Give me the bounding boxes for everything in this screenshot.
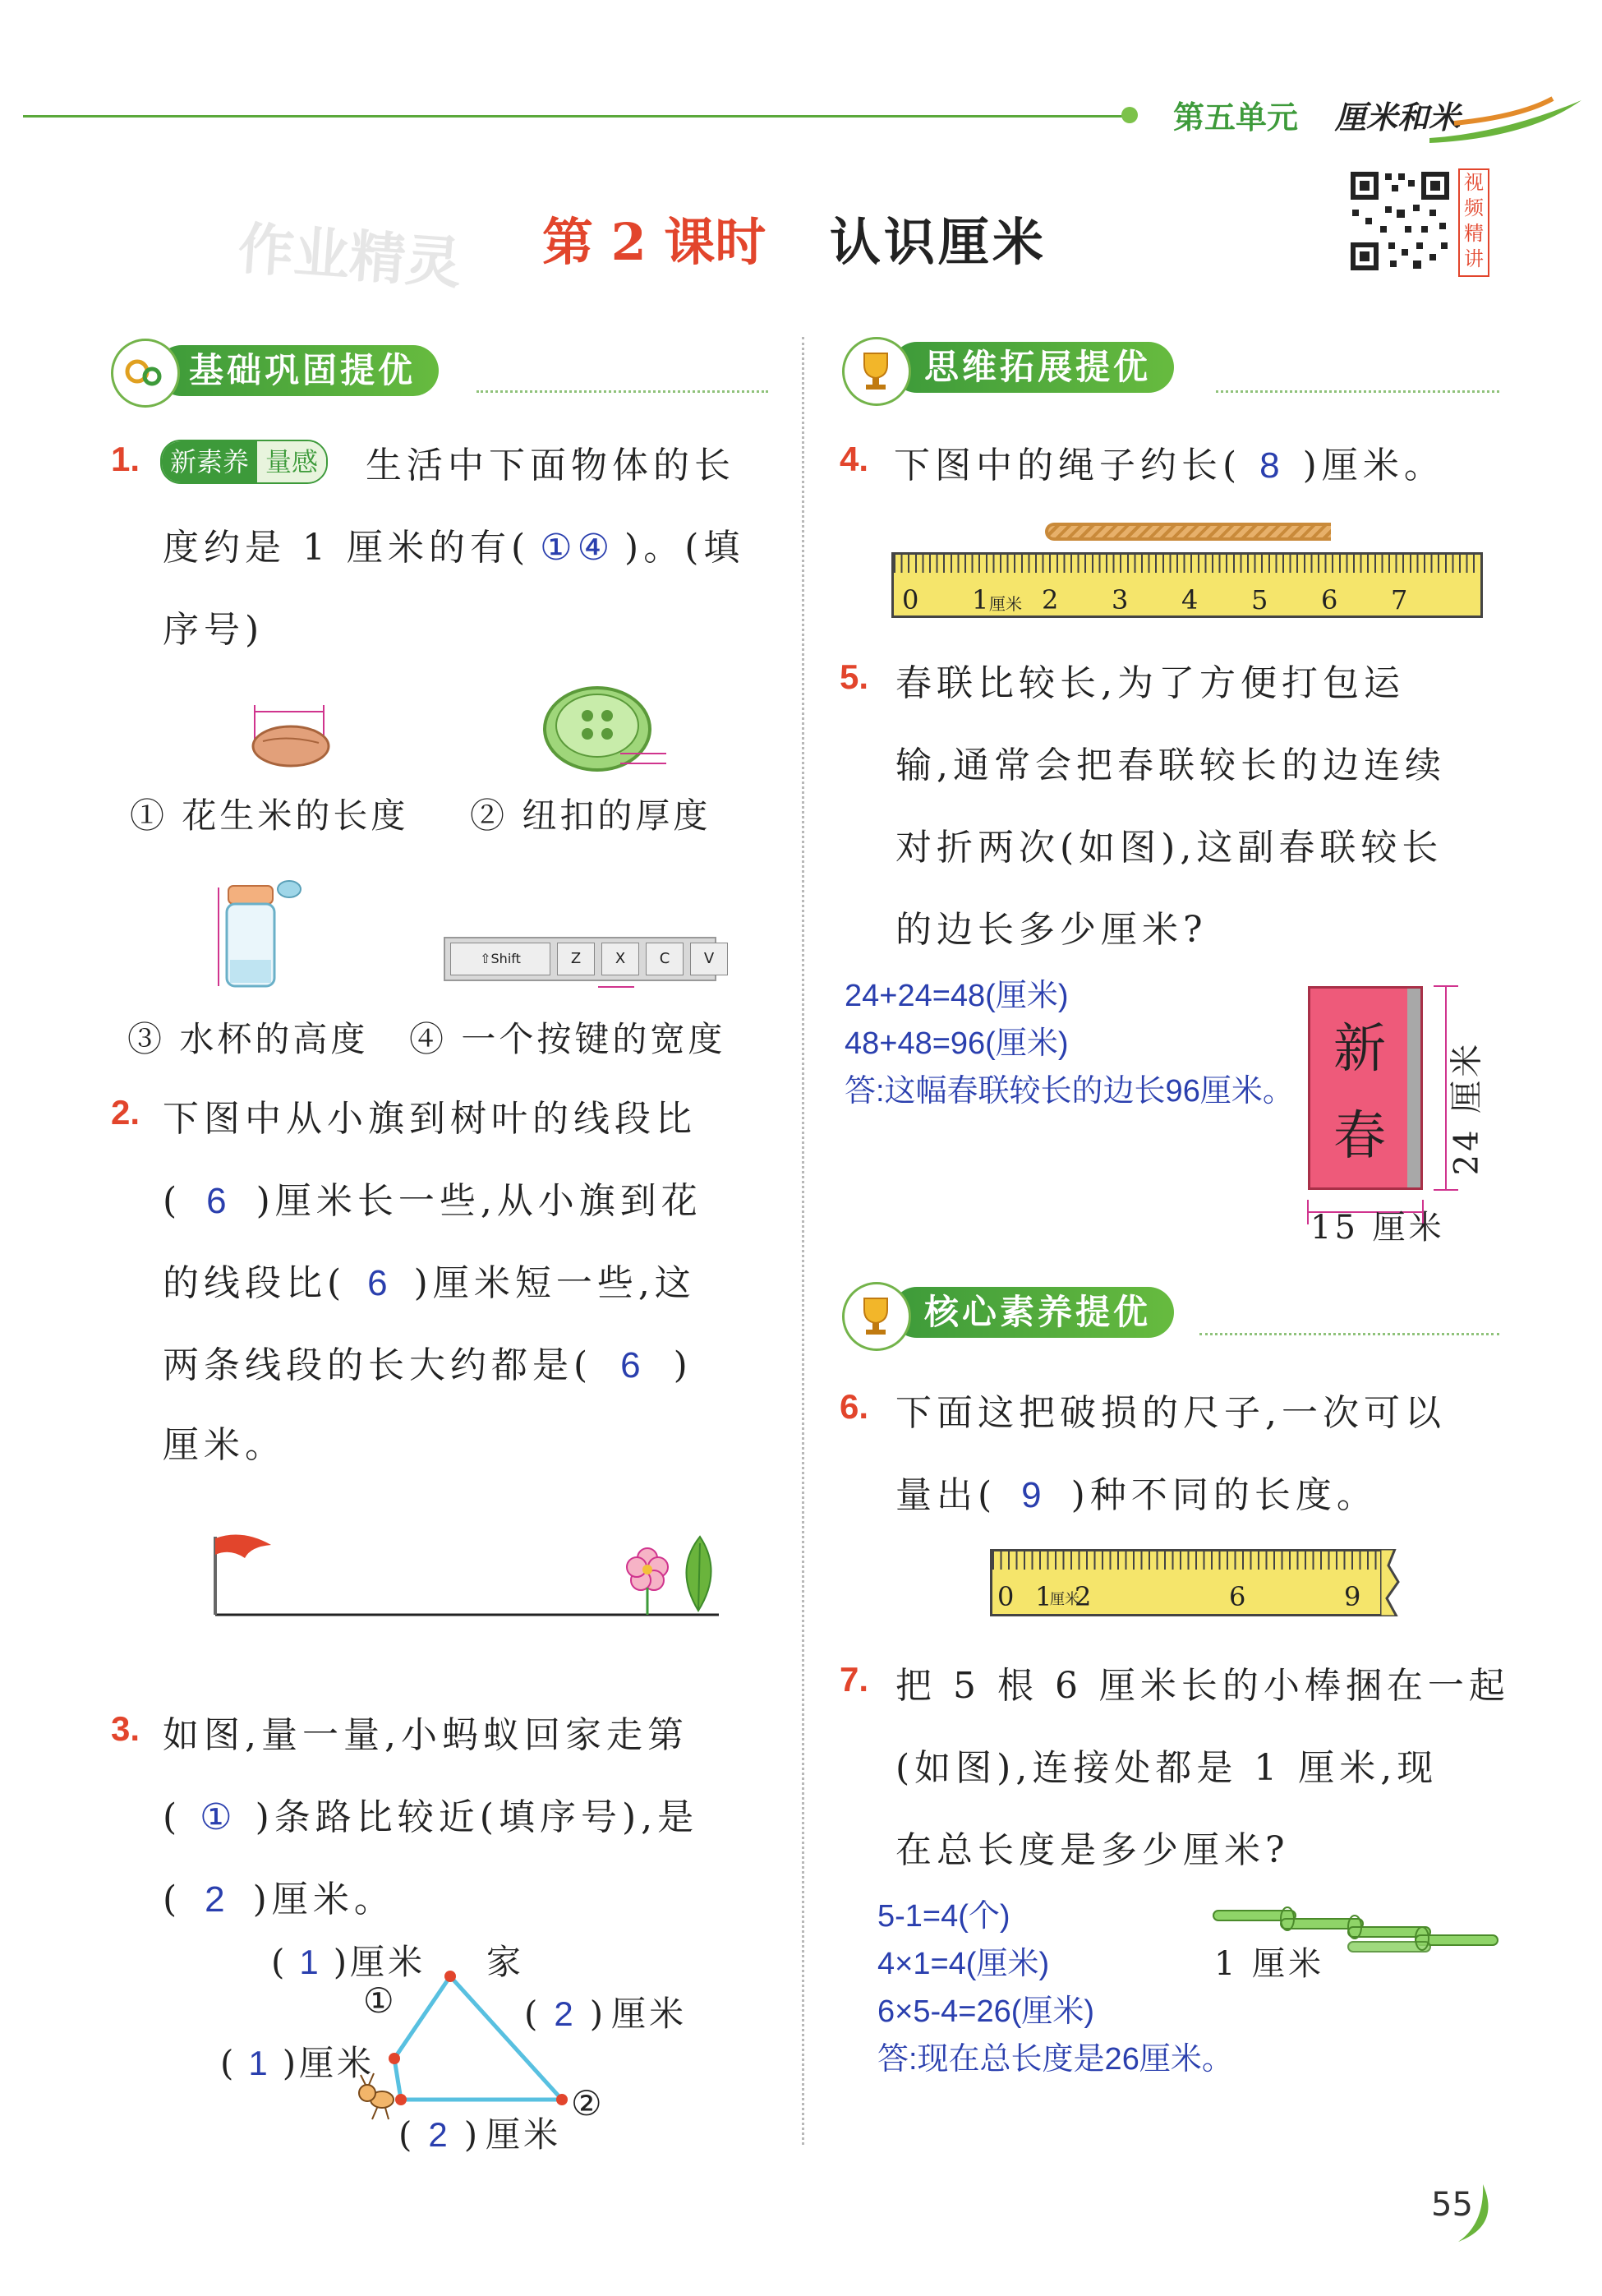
- ruler-broken-edge: [1380, 1549, 1405, 1616]
- q5-line2: 输,通常会把春联较长的边连续: [895, 745, 1446, 786]
- q3-right-label: [524, 1987, 687, 2036]
- q3-left-open: (: [220, 2043, 237, 2083]
- q4-tick-4: 4: [1181, 584, 1199, 615]
- ruler-q4: [891, 552, 1483, 618]
- lesson-label: 第 2 课时: [542, 212, 766, 272]
- q7-work-2: 4×1=4(厘米): [877, 1947, 1050, 1981]
- q1-answer: ①④: [540, 528, 615, 568]
- q2-line4-post: ): [673, 1344, 693, 1386]
- q2-line3-post: )厘米短一些,这: [413, 1262, 696, 1304]
- q3-bottom-label: [398, 2108, 561, 2157]
- q4-tick-0: 0: [902, 584, 919, 615]
- q3-seg-right: 2: [554, 1994, 577, 2033]
- q1-line2-pre: 度约是 1 厘米的有(: [163, 527, 531, 569]
- q7-work-1: 5-1=4(个): [877, 1899, 1010, 1934]
- q3-left-label: [220, 2036, 375, 2086]
- q3-route2: ②: [571, 2083, 605, 2123]
- q2-line5: 厘米。: [163, 1424, 286, 1466]
- trophy-glyph-thinking: [851, 345, 900, 394]
- keyboard-image: [444, 937, 716, 981]
- key-width-mark: [598, 986, 634, 988]
- q7-line1: 把 5 根 6 厘米长的小棒捆在一起: [895, 1665, 1510, 1707]
- q6-tick-1: 1: [1035, 1581, 1052, 1612]
- q2-line4: [163, 1335, 693, 1388]
- q1-line1: 生活中下面物体的长: [366, 445, 735, 486]
- q7-number: 7.: [840, 1660, 869, 1699]
- q3-line2-pre: (: [163, 1796, 182, 1838]
- q1-badge-a: 新素养: [162, 441, 257, 482]
- q4-ruler-unit: 厘米: [989, 594, 1022, 614]
- header-dot: [1121, 107, 1138, 123]
- q2-line3: [163, 1253, 696, 1306]
- q4-answer: 8: [1259, 445, 1285, 486]
- q2-answer2: 6: [367, 1263, 393, 1303]
- q6-line2-post: )种不同的长度。: [1070, 1474, 1378, 1516]
- q4-tick-7: 7: [1391, 584, 1408, 615]
- flag-flower-leaf-figure: [205, 1520, 731, 1619]
- q1-badge: [160, 440, 328, 484]
- q1-item1: ① 花生米的长度: [130, 795, 409, 836]
- key-v: V: [690, 943, 728, 975]
- q7-line3: 在总长度是多少厘米?: [895, 1829, 1290, 1871]
- q3-left-close: ): [282, 2043, 300, 2083]
- key-x: X: [601, 943, 639, 975]
- qr-code[interactable]: [1347, 168, 1452, 274]
- q3-bottom-unit: 厘米: [486, 2114, 562, 2155]
- q1-line2: [163, 518, 744, 570]
- unit-label: 第五单元: [1173, 99, 1299, 136]
- q3-number: 3.: [111, 1709, 140, 1748]
- q4-tick-5: 5: [1251, 584, 1268, 615]
- section-line-core: [1199, 1333, 1499, 1335]
- key-z: Z: [557, 943, 595, 975]
- q3-line3: [163, 1870, 395, 1922]
- key-shift: ⇧Shift: [450, 943, 550, 975]
- q5-line3: 对折两次(如图),这副春联较长: [895, 827, 1443, 869]
- q3-seg-left: 1: [248, 2044, 271, 2082]
- q7-work-3: 6×5-4=26(厘米): [877, 1994, 1095, 2029]
- q3-home-label: 家: [486, 1942, 525, 1982]
- q4-tick-3: 3: [1112, 584, 1129, 615]
- header-line: [23, 115, 1124, 118]
- q4-tick-1: 1: [972, 584, 989, 615]
- q3-left-unit: 厘米: [299, 2043, 375, 2083]
- q1-item4: ④ 一个按键的宽度: [409, 1019, 726, 1059]
- q3-right-unit: 厘米: [611, 1994, 688, 2034]
- q3-bottom-close: ): [463, 2114, 481, 2155]
- q3-seg-top: 1: [299, 1943, 322, 1981]
- q4-pre: 下图中的绳子约长(: [894, 445, 1242, 486]
- q5-line4: 的边长多少厘米?: [895, 909, 1208, 951]
- q3-line3-pre: (: [163, 1879, 182, 1920]
- unit-title: 厘米和米: [1335, 99, 1461, 136]
- q4-tick-2: 2: [1042, 584, 1059, 615]
- q6-line2-pre: 量出(: [895, 1474, 997, 1516]
- section-thinking: 思维拓展提优: [891, 342, 1174, 393]
- q2-line2: [163, 1171, 702, 1224]
- q3-top-unit: 厘米: [350, 1942, 426, 1982]
- broken-ruler: [990, 1549, 1388, 1616]
- couplet-char-2: 春: [1333, 1106, 1386, 1167]
- q2-line3-pre: 的线段比(: [163, 1262, 347, 1304]
- q6-line1: 下面这把破损的尺子,一次可以: [895, 1392, 1446, 1434]
- lesson-title: 认识厘米: [830, 212, 1047, 272]
- q2-answer3: 6: [620, 1345, 646, 1385]
- couplet-width-label: 15 厘米: [1310, 1209, 1445, 1247]
- q4-tick-6: 6: [1321, 584, 1338, 615]
- q4-number: 4.: [840, 440, 869, 478]
- q3-answer1: ①: [200, 1797, 237, 1837]
- q3-top-close: ): [333, 1942, 351, 1982]
- q6-number: 6.: [840, 1387, 869, 1426]
- q1-line2-post: )。(填: [624, 527, 745, 569]
- column-divider: [802, 337, 804, 2145]
- q1-number: 1.: [111, 440, 140, 478]
- key-c: C: [646, 943, 684, 975]
- q3-line2: [163, 1787, 698, 1840]
- section-line-thinking: [1216, 390, 1499, 393]
- q2-line1: 下图中从小旗到树叶的线段比: [163, 1098, 697, 1140]
- q7-work-4: 答:现在总长度是26厘米。: [877, 2042, 1233, 2077]
- q2-line2-pre: (: [163, 1180, 182, 1222]
- q6-line2: [895, 1465, 1378, 1518]
- q6-tick-2: 2: [1075, 1581, 1092, 1612]
- q1-item2: ② 纽扣的厚度: [470, 795, 711, 836]
- q4-post: )厘米。: [1302, 445, 1445, 486]
- q1-badge-b: 量感: [257, 441, 326, 482]
- couplet-height-label: 24 厘米: [1448, 1040, 1486, 1176]
- q6-tick-4: 9: [1344, 1581, 1361, 1612]
- water-cup-image: [205, 871, 320, 994]
- q6-tick-3: 6: [1229, 1581, 1246, 1612]
- q2-line4-pre: 两条线段的长大约都是(: [163, 1344, 593, 1386]
- section-basic: 基础巩固提优: [156, 345, 439, 396]
- q3-line2-post: )条路比较近(填序号),是: [255, 1796, 699, 1838]
- q1-line3: 序号): [163, 609, 265, 651]
- q3-answer2: 2: [205, 1879, 230, 1920]
- couplet-char-1: 新: [1333, 1019, 1386, 1080]
- q3-line1: 如图,量一量,小蚂蚁回家走第: [163, 1714, 688, 1756]
- q2-number: 2.: [111, 1093, 140, 1132]
- q5-work-1: 24+24=48(厘米): [845, 979, 1069, 1013]
- q3-top-label: [271, 1935, 426, 1985]
- q3-seg-bottom: 2: [428, 2115, 451, 2154]
- q6-ruler-unit: 厘米: [1050, 1591, 1080, 1608]
- q7-joint-label: 1 厘米: [1214, 1945, 1325, 1983]
- q3-line3-post: )厘米。: [252, 1879, 395, 1920]
- q3-top-open: (: [271, 1942, 288, 1982]
- q3-right-open: (: [524, 1994, 541, 2034]
- q5-line1: 春联比较长,为了方便打包运: [895, 662, 1405, 704]
- q3-route1: ①: [363, 1980, 398, 2021]
- section-line-basic: [476, 390, 768, 393]
- qr-side-text: 视频精讲: [1458, 168, 1489, 277]
- watermark: 作业精灵: [236, 216, 464, 297]
- q4-line: [894, 436, 1445, 488]
- section-core: 核心素养提优: [891, 1287, 1174, 1338]
- q1-item3: ③ 水杯的高度: [127, 1019, 369, 1059]
- peanut-image: [246, 698, 337, 772]
- q5-work-3: 答:这幅春联较长的边长96厘米。: [845, 1074, 1294, 1109]
- header-swoosh: [1429, 90, 1586, 148]
- q2-line2-post: )厘米长一些,从小旗到花: [255, 1180, 702, 1222]
- page-number-swoosh: [1425, 2176, 1499, 2250]
- trophy-glyph-core: [851, 1290, 900, 1339]
- button-image: [538, 678, 670, 777]
- q6-answer: 9: [1021, 1475, 1047, 1515]
- q3-right-close: ): [589, 1994, 607, 2034]
- q7-line2: (如图),连接处都是 1 厘米,现: [895, 1747, 1439, 1789]
- q5-work-2: 48+48=96(厘米): [845, 1026, 1069, 1061]
- q5-number: 5.: [840, 657, 869, 696]
- page-number: 55: [1431, 2186, 1473, 2224]
- q3-bottom-open: (: [398, 2114, 416, 2155]
- q6-tick-0: 0: [997, 1581, 1015, 1612]
- gear-glyph: [119, 347, 168, 396]
- q2-answer1: 6: [206, 1181, 232, 1221]
- rope-image: [1045, 523, 1331, 541]
